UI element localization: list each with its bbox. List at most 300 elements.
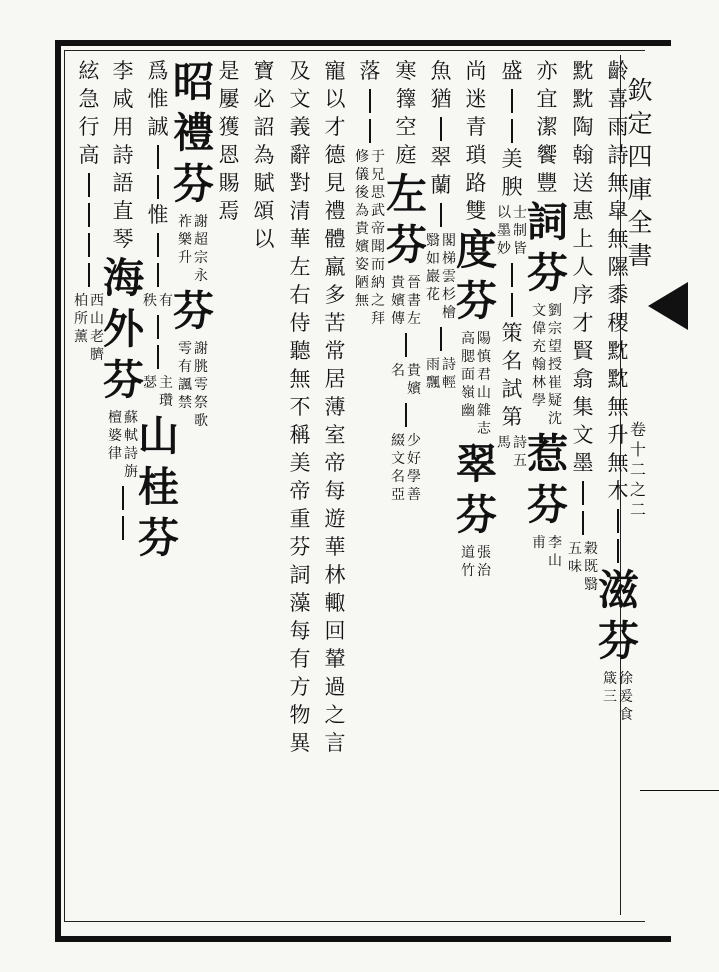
- annotation-char: 左: [407, 311, 421, 327]
- body-char: 人: [572, 255, 594, 279]
- annotation-char: 杉: [442, 287, 456, 303]
- annotation-char: 雩: [194, 377, 208, 393]
- body-char: 升: [607, 423, 629, 447]
- annotation-char: 飄: [426, 375, 440, 391]
- annotation: [108, 409, 138, 481]
- annotation-char: 甫: [532, 535, 546, 551]
- annotation-char: 西: [90, 293, 104, 309]
- text-column: [214, 58, 244, 226]
- body-char: 腴: [501, 175, 523, 199]
- body-char: 林: [324, 563, 346, 587]
- text-column: [173, 58, 213, 432]
- body-char: 以: [253, 227, 275, 251]
- body-char: 試: [501, 377, 523, 401]
- headword-char: 芬: [456, 277, 496, 325]
- body-char: 李: [112, 59, 134, 83]
- body-char: 對: [289, 171, 311, 195]
- body-char: 名: [501, 349, 523, 373]
- body-char: 左: [289, 255, 311, 279]
- headword-char: 左: [386, 170, 426, 218]
- body-char: 義: [289, 115, 311, 139]
- text-column: [249, 58, 279, 254]
- annotation-char: 軾: [124, 428, 138, 444]
- annotation-char: 巖: [426, 269, 440, 285]
- annotation-char: 花: [426, 287, 440, 303]
- repeat-mark: [617, 509, 619, 533]
- body-char: 過: [324, 675, 346, 699]
- body-char: 回: [324, 619, 346, 643]
- annotation-char: 翰: [532, 357, 546, 373]
- annotation-char: 望: [548, 339, 562, 355]
- annotation-char: 瓚: [159, 393, 173, 409]
- body-char: 輙: [324, 591, 346, 615]
- annotation-char: 名: [391, 469, 405, 485]
- body-char: 詔: [253, 115, 275, 139]
- annotation-char: 納: [371, 275, 385, 291]
- headword-char: 詞: [527, 198, 567, 246]
- annotation-char: 嬪: [407, 381, 421, 397]
- repeat-mark: [582, 481, 584, 505]
- headword-char: 昭: [173, 58, 213, 106]
- headword-char: 外: [103, 305, 143, 353]
- annotation-char: 蘇: [124, 410, 138, 426]
- annotation-char: 君: [477, 367, 491, 383]
- body-char: 策: [501, 321, 523, 345]
- body-char: 清: [289, 199, 311, 223]
- annotation-char: 檜: [442, 305, 456, 321]
- headword-char: 禮: [173, 109, 213, 157]
- annotation-char: 薰: [74, 329, 88, 345]
- body-char: 不: [289, 395, 311, 419]
- annotation-char: 疑: [548, 393, 562, 409]
- body-char: 黕: [607, 339, 629, 363]
- body-char: 琴: [112, 227, 134, 251]
- annotation: [178, 340, 208, 430]
- repeat-mark: [582, 511, 584, 535]
- repeat-mark: [511, 293, 513, 317]
- body-char: 黍: [607, 283, 629, 307]
- annotation-char: 以: [497, 205, 511, 221]
- body-char: 恩: [218, 143, 240, 167]
- text-column: [103, 58, 143, 543]
- annotation: [461, 544, 491, 580]
- body-char: 苦: [324, 311, 346, 335]
- headword-char: 芬: [527, 249, 567, 297]
- annotation: [143, 292, 173, 310]
- body-char: 翰: [572, 143, 594, 167]
- body-char: 潔: [536, 115, 558, 139]
- body-char: 聽: [289, 339, 311, 363]
- body-char: 落: [359, 59, 381, 83]
- annotation-char: 後: [355, 185, 369, 201]
- text-column: [285, 58, 315, 758]
- body-char: 華: [289, 227, 311, 251]
- text-column: [456, 58, 496, 582]
- body-char: 之: [324, 703, 346, 727]
- repeat-mark: [440, 117, 442, 141]
- body-char: 德: [324, 143, 346, 167]
- headword-char: 芬: [386, 221, 426, 269]
- annotation-char: 山: [90, 311, 104, 327]
- body-char: 為: [253, 143, 275, 167]
- body-char: 隰: [607, 255, 629, 279]
- text-column: [426, 58, 456, 394]
- text-column: [598, 58, 638, 726]
- body-char: 喜: [607, 87, 629, 111]
- annotation-char: 高: [461, 331, 475, 347]
- annotation-char: 儀: [355, 167, 369, 183]
- body-char: 必: [253, 87, 275, 111]
- body-char: 美: [289, 451, 311, 475]
- headword-char: 山: [138, 412, 178, 460]
- repeat-mark: [122, 516, 124, 540]
- repeat-mark: [157, 263, 159, 287]
- body-char: 用: [112, 115, 134, 139]
- annotation-char: 學: [407, 469, 421, 485]
- body-char: 居: [324, 367, 346, 391]
- annotation-char: 帝: [371, 221, 385, 237]
- annotation-char: 張: [477, 545, 491, 561]
- annotation-char: 墨: [497, 223, 511, 239]
- repeat-mark: [369, 89, 371, 113]
- annotation-char: 箴: [603, 671, 617, 687]
- annotation-char: 陽: [477, 331, 491, 347]
- margin-title-char: 全: [627, 208, 653, 237]
- annotation-char: 老: [90, 329, 104, 345]
- annotation-char: 穀: [584, 541, 598, 557]
- annotation-char: 五: [568, 541, 582, 557]
- annotation-char: 道: [461, 545, 475, 561]
- annotation: [391, 432, 421, 504]
- annotation-char: 翳: [426, 233, 440, 249]
- text-column: [138, 58, 178, 565]
- body-char: 禮: [324, 199, 346, 223]
- repeat-mark: [157, 345, 159, 369]
- body-char: 言: [324, 731, 346, 755]
- body-char: 宜: [536, 87, 558, 111]
- body-char: 重: [289, 507, 311, 531]
- margin-volume-char: 之: [629, 480, 646, 499]
- body-char: 惠: [572, 199, 594, 223]
- repeat-mark: [440, 327, 442, 351]
- margin-volume-char: 卷: [629, 420, 646, 439]
- annotation-char: 于: [371, 149, 385, 165]
- headword-char: 芬: [138, 514, 178, 562]
- annotation: [426, 232, 456, 322]
- repeat-mark: [157, 233, 159, 257]
- body-char: 直: [112, 199, 134, 223]
- headword-char: 芬: [456, 491, 496, 539]
- annotation: [532, 534, 562, 570]
- body-char: 惟: [147, 203, 169, 227]
- headword-char: 海: [103, 254, 143, 302]
- body-char: 遊: [324, 507, 346, 531]
- annotation: [497, 204, 527, 258]
- margin-volume-char: 二: [629, 500, 646, 519]
- annotation-char: 朓: [194, 359, 208, 375]
- text-column: [320, 58, 350, 758]
- annotation-char: 貴: [391, 275, 405, 291]
- annotation: [603, 670, 633, 724]
- annotation-char: 食: [619, 707, 633, 723]
- body-char: 薄: [324, 395, 346, 419]
- annotation: [74, 292, 104, 364]
- body-char: 魚: [430, 59, 452, 83]
- annotation-char: 善: [407, 487, 421, 503]
- annotation-char: 馬: [497, 435, 511, 451]
- annotation: [568, 540, 598, 594]
- body-char: 絃: [78, 59, 100, 83]
- annotation-char: 林: [532, 375, 546, 391]
- body-char: 盛: [501, 59, 523, 83]
- annotation-char: 檀: [108, 410, 122, 426]
- margin-title-char: 書: [627, 241, 653, 270]
- annotation-char: 有: [159, 293, 173, 309]
- body-char: 齡: [607, 59, 629, 83]
- text-column: [527, 58, 567, 572]
- headword-char: 芬: [598, 617, 638, 665]
- body-char: 頌: [253, 199, 275, 223]
- body-char: 爲: [147, 59, 169, 83]
- annotation-char: 名: [391, 363, 405, 379]
- annotation-char: 梯: [442, 251, 456, 267]
- body-char: 詞: [289, 563, 311, 587]
- annotation: [178, 213, 208, 285]
- annotation-char: 偉: [532, 321, 546, 337]
- annotation-char: 李: [548, 535, 562, 551]
- repeat-mark: [122, 486, 124, 510]
- body-char: 羸: [324, 255, 346, 279]
- annotation-char: 詩: [513, 435, 527, 451]
- annotation-char: 諷: [178, 377, 192, 393]
- annotation-char: 謝: [194, 214, 208, 230]
- annotation-char: 嶺: [461, 385, 475, 401]
- body-char: 行: [78, 115, 100, 139]
- annotation-char: 傳: [391, 311, 405, 327]
- body-char: 華: [324, 535, 346, 559]
- repeat-mark: [88, 233, 90, 257]
- annotation-char: 閣: [442, 233, 456, 249]
- annotation-char: 五: [513, 453, 527, 469]
- body-char: 蘭: [430, 173, 452, 197]
- headword-char: 度: [456, 226, 496, 274]
- annotation-char: 徐: [619, 671, 633, 687]
- annotation-char: 貴: [355, 221, 369, 237]
- headword-char: 芬: [173, 160, 213, 208]
- repeat-mark: [511, 119, 513, 143]
- headword-char: 惹: [527, 430, 567, 478]
- repeat-mark: [511, 263, 513, 287]
- text-column: [74, 58, 104, 366]
- body-char: 每: [289, 619, 311, 643]
- body-char: 美: [501, 147, 523, 171]
- body-char: 有: [289, 647, 311, 671]
- body-char: 多: [324, 283, 346, 307]
- annotation-char: 既: [584, 559, 598, 575]
- annotation-char: 秩: [143, 293, 157, 309]
- body-char: 文: [289, 87, 311, 111]
- annotation-char: 宗: [194, 250, 208, 266]
- body-char: 獲: [218, 115, 240, 139]
- body-char: 黕: [572, 87, 594, 111]
- annotation-char: 輕: [442, 375, 456, 391]
- annotation-char: 柏: [74, 293, 88, 309]
- annotation-char: 臍: [90, 347, 104, 363]
- annotation-char: 慎: [477, 349, 491, 365]
- annotation-char: 而: [371, 257, 385, 273]
- annotation-char: 文: [532, 303, 546, 319]
- repeat-mark: [88, 173, 90, 197]
- margin-title-char: 欽: [627, 76, 653, 105]
- annotation-char: 修: [355, 149, 369, 165]
- annotation-char: 腮: [461, 349, 475, 365]
- annotation-char: 主: [159, 375, 173, 391]
- body-char: 翠: [430, 145, 452, 169]
- annotation-char: 如: [426, 251, 440, 267]
- annotation-char: 祚: [178, 214, 192, 230]
- body-char: 寶: [253, 59, 275, 83]
- body-char: 輦: [324, 647, 346, 671]
- annotation-char: 竹: [461, 563, 475, 579]
- annotation-char: 治: [477, 563, 491, 579]
- repeat-mark: [405, 403, 407, 427]
- margin-title-char: 四: [627, 142, 653, 171]
- headword-char: 桂: [138, 463, 178, 511]
- annotation-char: 雜: [477, 403, 491, 419]
- body-char: 室: [324, 423, 346, 447]
- body-char: 右: [289, 283, 311, 307]
- body-char: 寒: [395, 59, 417, 83]
- annotation-char: 三: [603, 689, 617, 705]
- body-char: 見: [324, 171, 346, 195]
- headword-char: 滋: [598, 566, 638, 614]
- body-char: 送: [572, 171, 594, 195]
- body-char: 急: [78, 87, 100, 111]
- body-char: 庭: [395, 143, 417, 167]
- body-char: 惟: [147, 87, 169, 111]
- annotation-char: 為: [355, 203, 369, 219]
- margin-volume-char: 十: [629, 440, 646, 459]
- body-char: 芬: [289, 535, 311, 559]
- annotation-char: 無: [355, 293, 369, 309]
- body-char: 及: [289, 59, 311, 83]
- annotation-char: 詩: [124, 446, 138, 462]
- body-char: 才: [324, 115, 346, 139]
- body-char: 稱: [289, 423, 311, 447]
- body-char: 賜: [218, 171, 240, 195]
- annotation-char: 祭: [194, 395, 208, 411]
- body-char: 體: [324, 227, 346, 251]
- headword-char: 芬: [103, 356, 143, 404]
- annotation-char: 樂: [178, 232, 192, 248]
- annotation-char: 聞: [371, 239, 385, 255]
- annotation-char: 之: [371, 293, 385, 309]
- margin-volume-char: 二: [629, 460, 646, 479]
- annotation-char: 旃: [124, 464, 138, 480]
- body-char: 猶: [430, 87, 452, 111]
- body-char: 無: [607, 171, 629, 195]
- body-char: 以: [324, 87, 346, 111]
- annotation-char: 宗: [548, 321, 562, 337]
- repeat-mark: [440, 203, 442, 227]
- annotation-char: 嬪: [391, 293, 405, 309]
- annotation: [391, 274, 421, 328]
- annotation-char: 姿: [355, 257, 369, 273]
- text-column: [568, 58, 598, 596]
- annotation-char: 律: [108, 446, 122, 462]
- annotation-char: 充: [532, 339, 546, 355]
- annotation-char: 歌: [194, 413, 208, 429]
- text-column: [497, 58, 527, 472]
- body-char: 陶: [572, 115, 594, 139]
- annotation-char: 書: [407, 293, 421, 309]
- body-char: 語: [112, 171, 134, 195]
- annotation-char: 謝: [194, 341, 208, 357]
- body-char: 瑣: [465, 143, 487, 167]
- annotation-char: 山: [548, 553, 562, 569]
- repeat-mark: [511, 89, 513, 113]
- body-char: 是: [218, 59, 240, 83]
- annotation-char: 兄: [371, 167, 385, 183]
- annotation-char: 好: [407, 451, 421, 467]
- margin-band: [640, 790, 719, 791]
- text-column: [355, 58, 385, 330]
- annotation-char: 翳: [584, 577, 598, 593]
- annotation-char: 志: [477, 421, 491, 437]
- annotation-char: 沈: [548, 411, 562, 427]
- annotation-char: 陋: [355, 275, 369, 291]
- body-char: 寵: [324, 59, 346, 83]
- body-char: 異: [289, 731, 311, 755]
- body-char: 籜: [395, 87, 417, 111]
- annotation-char: 制: [513, 223, 527, 239]
- body-char: 帝: [289, 479, 311, 503]
- body-char: 皐: [607, 199, 629, 223]
- annotation-char: 思: [371, 185, 385, 201]
- body-char: 黕: [607, 367, 629, 391]
- repeat-mark: [157, 145, 159, 169]
- body-char: 詩: [112, 143, 134, 167]
- body-char: 咸: [112, 87, 134, 111]
- body-char: 豐: [536, 171, 558, 195]
- body-char: 才: [572, 311, 594, 335]
- annotation-char: 所: [74, 311, 88, 327]
- body-char: 上: [572, 227, 594, 251]
- body-char: 第: [501, 405, 523, 429]
- body-char: 稷: [607, 311, 629, 335]
- annotation: [461, 330, 491, 438]
- repeat-mark: [405, 333, 407, 357]
- body-char: 無: [607, 395, 629, 419]
- annotation: [355, 148, 385, 328]
- annotation-char: 授: [548, 357, 562, 373]
- annotation-char: 升: [178, 250, 192, 266]
- annotation-char: 雲: [442, 269, 456, 285]
- annotation-char: 爰: [619, 689, 633, 705]
- body-char: 焉: [218, 199, 240, 223]
- body-char: 青: [465, 115, 487, 139]
- body-char: 方: [289, 675, 311, 699]
- headword-char: 芬: [173, 287, 213, 335]
- body-char: 集: [572, 395, 594, 419]
- body-char: 物: [289, 703, 311, 727]
- annotation-char: 晉: [407, 275, 421, 291]
- body-char: 帝: [324, 451, 346, 475]
- body-char: 賦: [253, 171, 275, 195]
- annotation-char: 超: [194, 232, 208, 248]
- body-char: 無: [607, 227, 629, 251]
- body-char: 藻: [289, 591, 311, 615]
